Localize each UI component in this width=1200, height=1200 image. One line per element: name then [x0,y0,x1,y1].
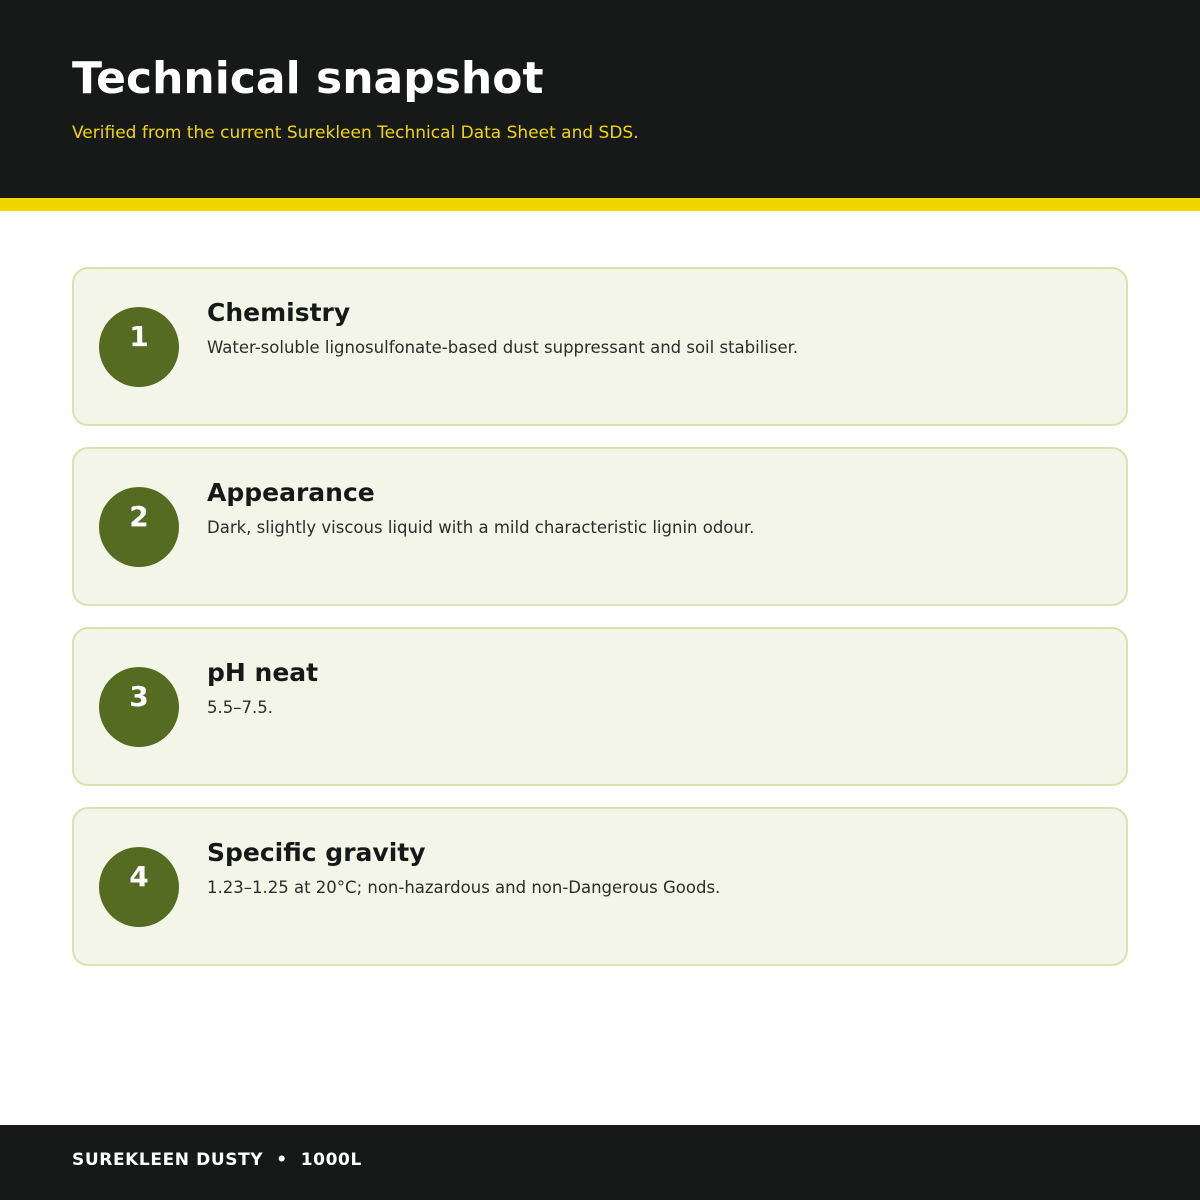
number-badge [99,307,179,387]
badge-number: 3 [129,680,149,713]
footer-bar [0,1125,1200,1200]
card-description: Dark, slightly viscous liquid with a mild characteristic lignin odour. [207,518,755,537]
card-title: Appearance [207,478,375,507]
accent-divider [0,198,1200,211]
page-title: Technical snapshot [72,53,544,104]
spec-card-chemistry [72,267,1128,426]
card-description: Water-soluble lignosulfonate-based dust suppressant and soil stabiliser. [207,338,799,357]
card-title: Chemistry [207,298,351,327]
card-title: Specific gravity [207,838,426,867]
footer-product-label: SUREKLEEN DUSTY • 1000L [72,1150,362,1170]
page-subtitle: Verified from the current Surekleen Technical Data Sheet and SDS. [72,123,639,143]
card-title: pH neat [207,658,319,687]
badge-number: 4 [129,860,149,893]
number-badge [99,847,179,927]
card-description: 1.23–1.25 at 20°C; non-hazardous and non-Dangerous Goods. [207,878,721,897]
badge-number: 2 [129,500,149,533]
number-badge [99,667,179,747]
spec-card-list [72,267,1128,987]
spec-card-appearance [72,447,1128,606]
number-badge [99,487,179,567]
badge-number: 1 [129,320,149,353]
spec-card-specific-gravity [72,807,1128,966]
card-description: 5.5–7.5. [207,698,273,717]
header-banner [0,0,1200,198]
spec-card-ph [72,627,1128,786]
